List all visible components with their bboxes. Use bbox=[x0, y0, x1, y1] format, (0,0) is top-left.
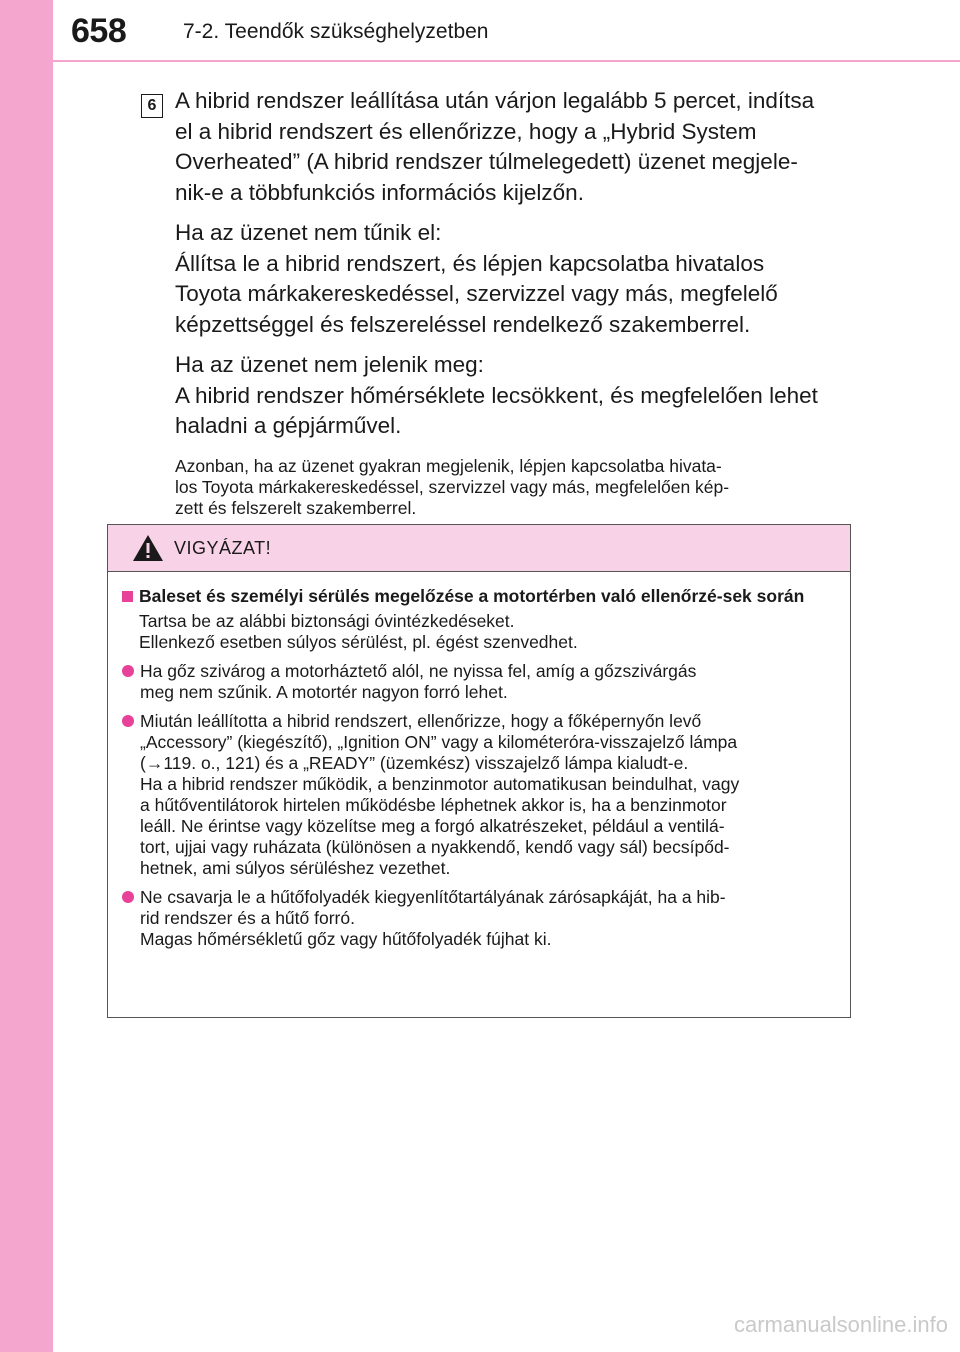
text-line: zett és felszerelt szakemberrel. bbox=[175, 497, 417, 518]
main-content bbox=[175, 86, 845, 519]
text-line: rid rendszer és a hűtő forró. bbox=[140, 908, 355, 928]
text-line: Állítsa le a hibrid rendszert, és lépjen kapcsolatba hivatalos bbox=[175, 250, 765, 276]
paragraph-2 bbox=[175, 218, 845, 340]
bullet-text bbox=[140, 661, 838, 703]
text-line: Azonban, ha az üzenet gyakran megjelenik, lépjen kapcsolatba hivata- bbox=[175, 455, 722, 476]
text-line: los Toyota márkakereskedéssel, szervizzel vagy más, megfelelően kép- bbox=[175, 476, 730, 497]
text-line: Ha az üzenet nem tűnik el: bbox=[175, 220, 442, 245]
text-line: Ha a hibrid rendszer működik, a benzinmotor automatikusan beindulhat, vagy bbox=[140, 774, 740, 794]
text-line: nik-e a többfunkciós információs kijelzőn. bbox=[175, 179, 584, 205]
text-line: A hibrid rendszer leállítása után várjon legalább 5 percet, indítsa bbox=[175, 88, 815, 113]
text-line: el a hibrid rendszert és ellenőrizze, hogy a „Hybrid System bbox=[175, 118, 757, 144]
text-line: Ne csavarja le a hűtőfolyadék kiegyenlítőtartályának zárósapkáját, ha a hib- bbox=[140, 887, 726, 907]
text-line: (→119. o., 121) és a „READY” (üzemkész) visszajelző lámpa kialudt-e. bbox=[140, 753, 689, 773]
page-number: 658 bbox=[71, 12, 127, 50]
warning-intro bbox=[139, 611, 838, 653]
step-number-box: 6 bbox=[141, 94, 163, 118]
text-line: leáll. Ne érintse vagy közelítse meg a forgó alkatrészeket, például a ventilá- bbox=[140, 816, 725, 836]
text-line: Miután leállította a hibrid rendszert, ellenőrizze, hogy a főképernyőn levő bbox=[140, 711, 702, 731]
circle-bullet-icon bbox=[122, 891, 134, 903]
text-line: hetnek, ami súlyos sérüléshez vezethet. bbox=[140, 858, 451, 878]
text-line: A hibrid rendszer hőmérséklete lecsökkent, és megfelelően lehet bbox=[175, 382, 818, 408]
text-line: Ha az üzenet nem jelenik meg: bbox=[175, 352, 484, 377]
warning-heading-text: Baleset és személyi sérülés megelőzése a motortérben való ellenőrzé-sek során bbox=[139, 586, 805, 606]
circle-bullet-icon bbox=[122, 715, 134, 727]
text-line: Ha gőz szivárog a motorháztető alól, ne nyissa fel, amíg a gőzszivárgás bbox=[140, 661, 697, 681]
warning-triangle-icon bbox=[132, 534, 164, 562]
paragraph-3 bbox=[175, 350, 845, 442]
circle-bullet-icon bbox=[122, 665, 134, 677]
square-bullet-icon bbox=[122, 591, 133, 602]
text-line: Overheated” (A hibrid rendszer túlmelegedett) üzenet megjele- bbox=[175, 149, 798, 174]
text-line: a hűtőventilátorok hirtelen működésbe léphetnek akkor is, ha a benzinmotor bbox=[140, 795, 727, 815]
warning-header bbox=[108, 525, 850, 572]
warning-bullet bbox=[122, 661, 838, 703]
text-line: meg nem szűnik. A motortér nagyon forró lehet. bbox=[140, 682, 508, 702]
paragraph-1 bbox=[175, 86, 845, 208]
warning-title: VIGYÁZAT! bbox=[174, 537, 272, 558]
text-line: Toyota márkakereskedéssel, szervizzel vagy más, megfelelő bbox=[175, 281, 778, 306]
warning-box bbox=[107, 524, 851, 1018]
note-paragraph bbox=[175, 456, 845, 519]
warning-bullet bbox=[122, 887, 838, 950]
text-line: Magas hőmérsékletű gőz vagy hűtőfolyadék fújhat ki. bbox=[140, 929, 552, 949]
text-line: Ellenkező esetben súlyos sérülést, pl. égést szenvedhet. bbox=[139, 632, 578, 652]
warning-heading bbox=[122, 586, 838, 607]
left-color-strip bbox=[0, 0, 53, 1352]
text-line: Tartsa be az alábbi biztonsági óvintézkedéseket. bbox=[139, 611, 515, 631]
bullet-text bbox=[140, 711, 838, 879]
bullet-text bbox=[140, 887, 838, 950]
section-title: 7-2. Teendők szükséghelyzetben bbox=[183, 20, 489, 43]
watermark: carmanualsonline.info bbox=[733, 1312, 948, 1337]
text-line: haladni a gépjárművel. bbox=[175, 413, 402, 438]
header-divider bbox=[53, 60, 960, 62]
text-line: „Accessory” (kiegészítő), „Ignition ON” vagy a kilométeróra-visszajelző lámpa bbox=[140, 732, 738, 752]
text-line: tort, ujjai vagy ruházata (különösen a nyakkendő, kendő vagy sál) becsípőd- bbox=[140, 837, 730, 857]
warning-bullet bbox=[122, 711, 838, 879]
warning-body bbox=[108, 572, 850, 950]
text-line: képzettséggel és felszereléssel rendelkező szakemberrel. bbox=[175, 311, 751, 337]
